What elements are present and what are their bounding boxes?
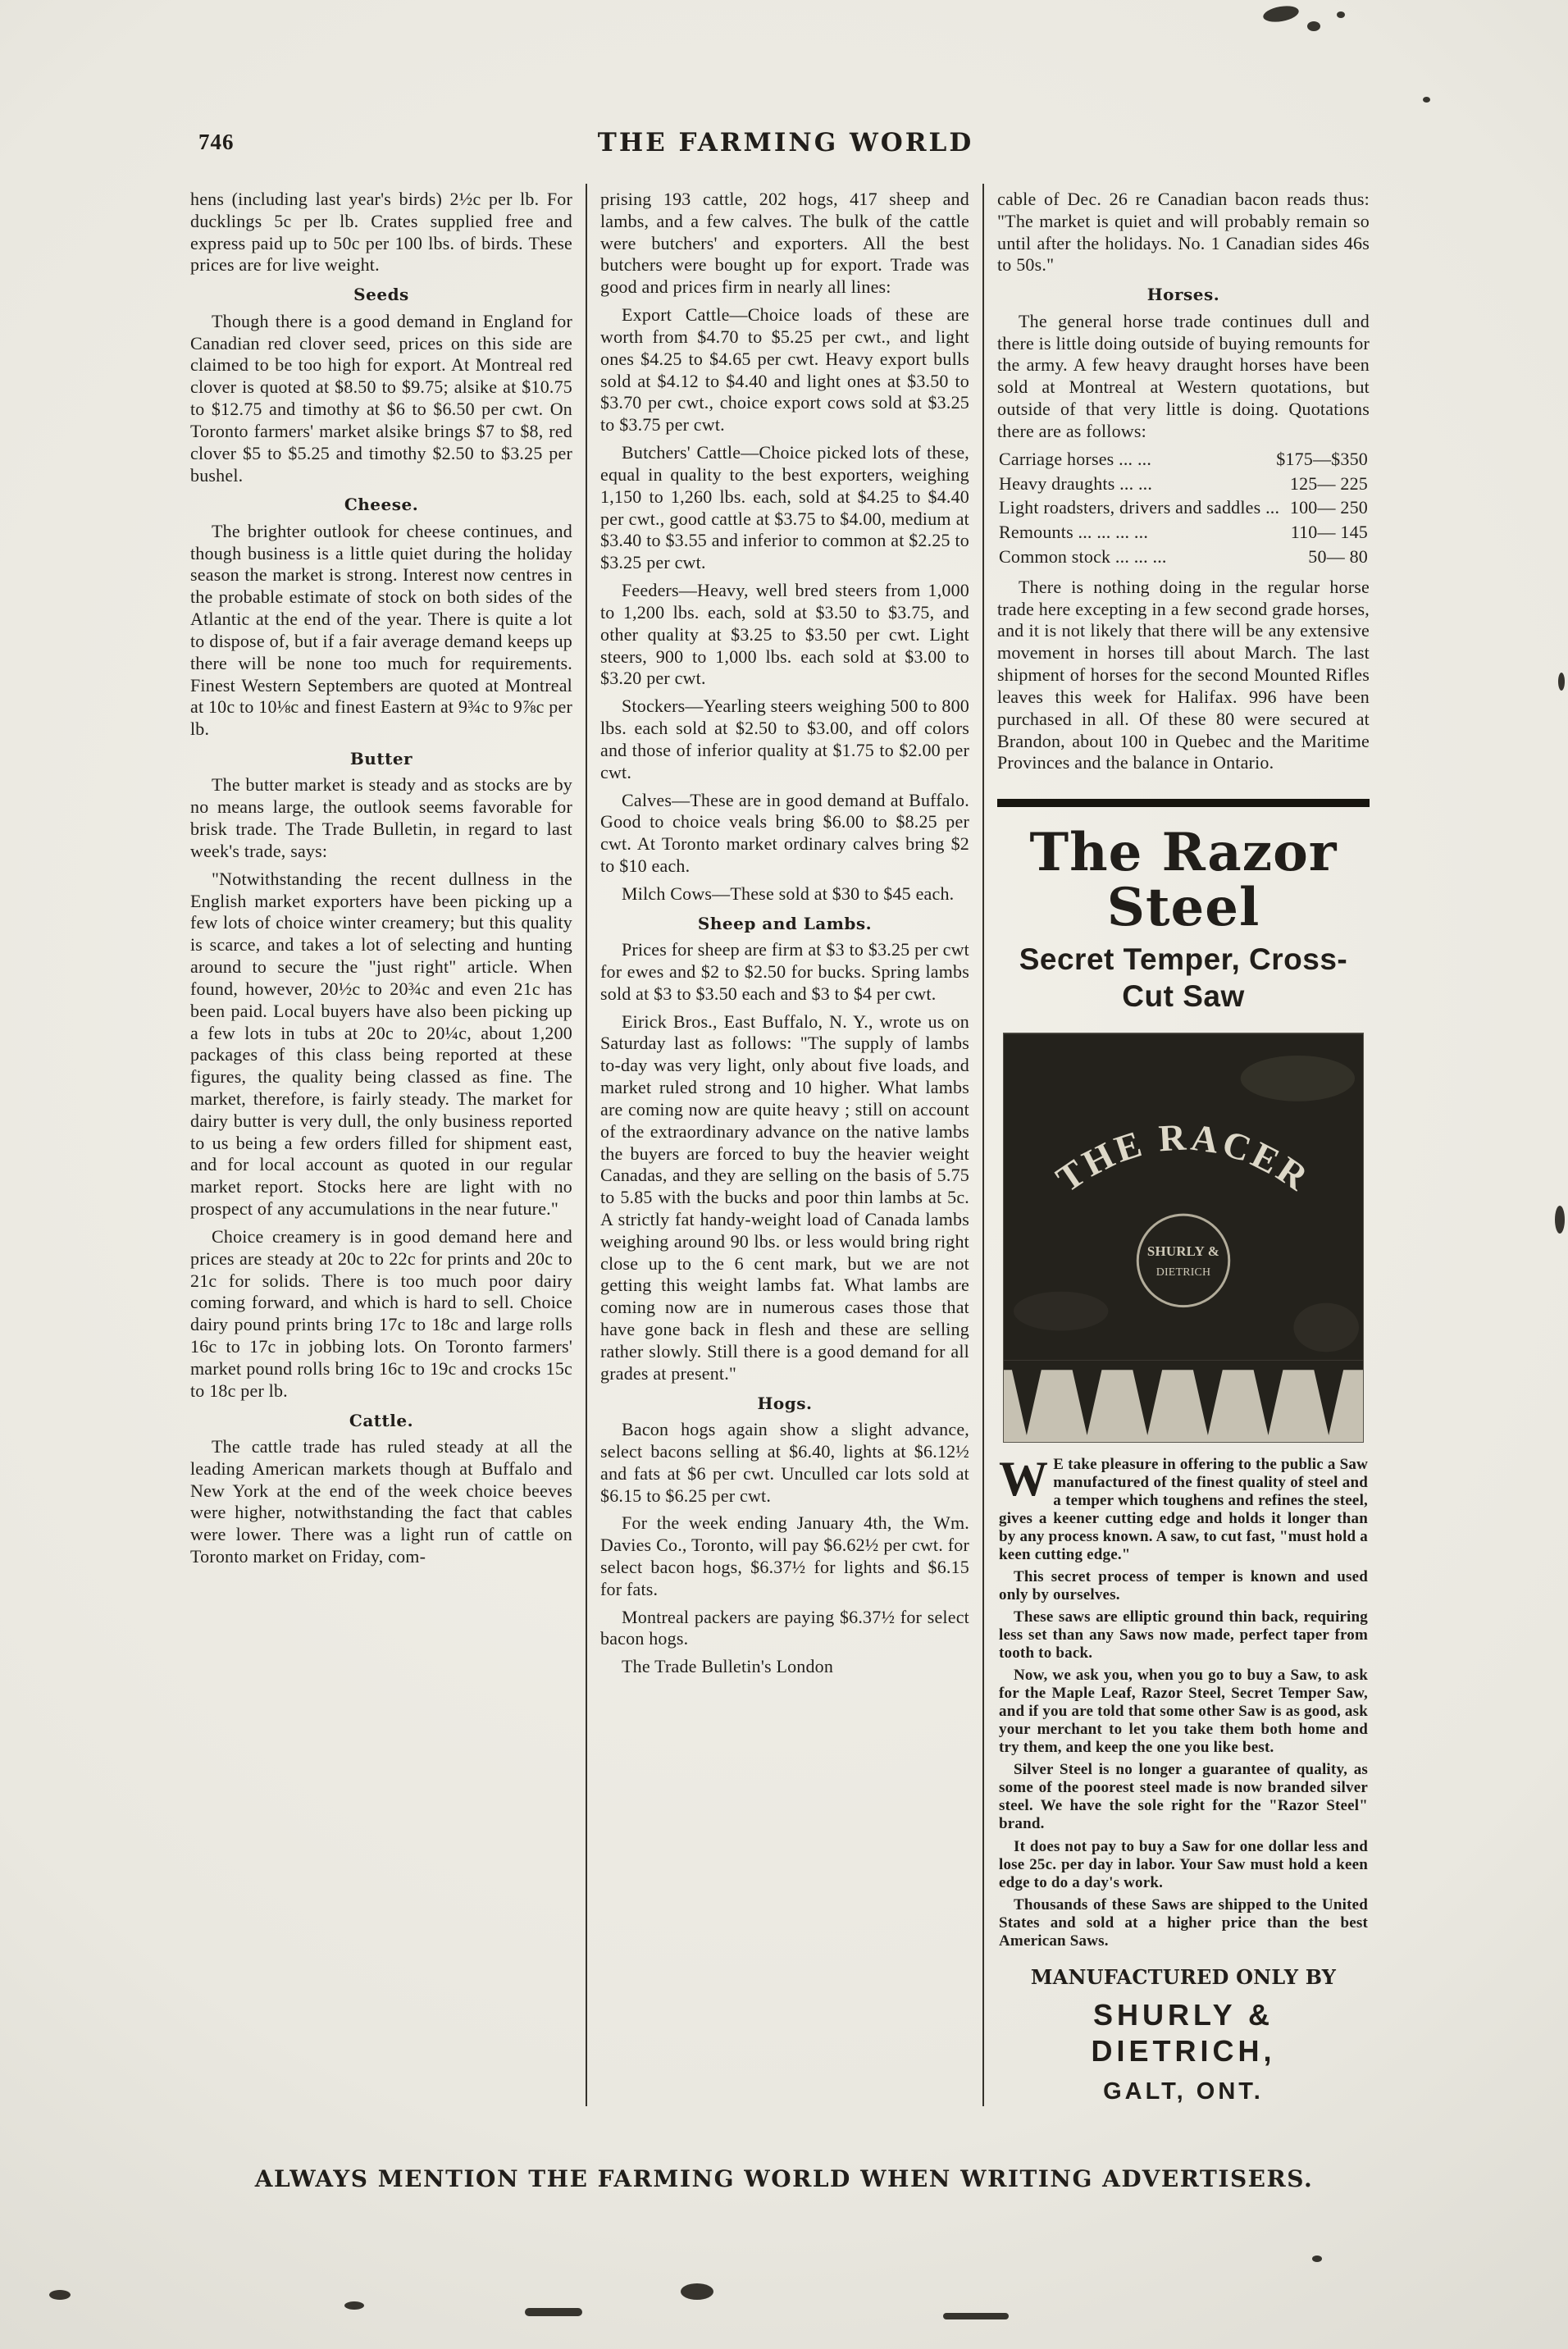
butter-paragraph: The butter market is steady and as stocks are by no means large, the outlook seems favorable for brisk trade. The Trade Bulletin, in regard to last week's trade, says: [190,774,572,861]
page-footer: ALWAYS MENTION THE FARMING WORLD WHEN WRITING ADVERTISERS. [254,2165,1314,2192]
section-heading-cheese: Cheese. [344,495,419,515]
horse-class-label: Light roadsters, drivers and saddles ... [999,497,1280,518]
section-heading-seeds: Seeds [353,285,409,305]
razor-steel-advertisement [997,799,1370,2106]
scan-artifact [943,2313,1009,2319]
ad-company-city: GALT, ONT. [1103,2078,1264,2105]
feeders-paragraph: Feeders—Heavy, well bred steers from 1,000 to 1,200 lbs. each, sold at $3.50 to $3.75, and other quality at $3.25 to $3.50 per cwt. Light steers, 900 to 1,000 lbs. each sold at $3.00 to $3.20 per cwt. [600,580,969,689]
horse-price-value: 100— 250 [1289,497,1368,518]
saw-image-brand-line1: SHURLY & [1146,1243,1220,1259]
ad-paragraph: Silver Steel is no longer a guarantee of quality, as some of the poorest steel made is now branded silver steel. We have the sole right for the "Razor Steel" brand. [999,1761,1368,1833]
saw-image-brand-line2: DIETRICH [1155,1266,1211,1279]
cattle-paragraph: The cattle trade has ruled steady at all the leading American markets though at Buffalo and New York at the end of the week choice beeves were higher, notwithstanding the fact that cables were lower. There was a light run of cattle on Toronto market on Friday, com- [190,1435,572,1567]
table-row [999,497,1368,519]
trade-bulletin-lead-paragraph: The Trade Bulletin's London [622,1656,834,1677]
horse-price-value: $175—$350 [1276,448,1368,469]
milch-cows-paragraph: Milch Cows—These sold at $30 to $45 each. [622,883,955,904]
table-row [999,546,1368,568]
ad-company-name: SHURLY & DIETRICH, [1091,1997,1276,2068]
horse-price-value: 125— 225 [1289,472,1368,494]
sheep-prices-paragraph: Prices for sheep are firm at $3 to $3.25 per cwt for ewes and $2 to $2.50 for bucks. Spring lambs sold at $3 to $3.50 each and $3 to $4 per cwt. [600,939,969,1004]
ad-subheadline: Secret Temper, Cross-Cut Saw [1019,942,1348,1013]
montreal-packers-paragraph: Montreal packers are paying $6.37½ for select bacon hogs. [600,1606,969,1649]
butter-creamery-paragraph: Choice creamery is in good demand here and prices are steady at 20c to 22c for prints and 20c to 21c for solids. There is too much poor dairy coming forward, and which is hard to sell. Choice dairy pound prints bring 17c to 18c and large rolls 16c to 17c in jobbing lots. On Toronto farmers' market pound rolls bring 16c to 19c and crocks 15c to 18c per lb. [190,1225,572,1401]
butchers-cattle-paragraph: Butchers' Cattle—Choice picked lots of these, equal in quality to the best exporters, weighing 1,150 to 1,260 lbs. each, sold at $4.25 to $4.40 per cwt., good cattle at $3.75 to $4.00, medium at $3.40 to $3.55 and inferior to common at $2.25 to $3.25 per cwt. [600,442,969,573]
horse-price-value: 50— 80 [1308,545,1368,567]
scan-artifact [1262,3,1300,24]
horse-price-table [997,449,1370,568]
section-heading-hogs: Hogs. [757,1393,813,1413]
ad-paragraph: This secret process of temper is known and used only by ourselves. [999,1568,1368,1604]
cheese-paragraph: The brighter outlook for cheese continues, and though business is a little quiet during the holiday season the market is strong. Interest now centres in the probable estimate of stock on both sides of the Atlantic at the end of the year. There is quite a lot to dispose of, but if a fair average demand keeps up there will be none too much for requirements. Finest Western Septembers are quoted at Montreal at 10c to 10⅛c and finest Eastern at 9¾c to 9⅞c per lb. [190,520,572,740]
scan-artifact [1558,673,1565,691]
stockers-paragraph: Stockers—Yearling steers weighing 500 to 800 lbs. each sold at $2.50 to $3.00, and off colors and those of inferior quality at $1.75 to $2.00 per cwt. [600,696,969,782]
table-row [999,449,1368,471]
page-number: 746 [198,130,235,154]
saw-image-title: THE RACER [1048,1115,1319,1200]
calves-paragraph: Calves—These are in good demand at Buffalo. Good to choice veals bring $6.00 to $8.25 per cwt. At Toronto market ordinary calves bring $2 to $10 each. [600,789,969,877]
ad-paragraph: Now, we ask you, when you go to buy a Saw, to ask for the Maple Leaf, Razor Steel, Secret Temper Saw, and if you are told that some other Saw is as good, ask your merchant to let you take them both home and try them, and keep the one you like best. [999,1667,1368,1757]
horse-class-label: Heavy draughts ... ... [999,472,1153,494]
table-row [999,522,1368,544]
horse-class-label: Remounts ... ... ... ... [999,522,1149,543]
section-heading-sheep-lambs: Sheep and Lambs. [697,913,873,933]
scan-artifact [49,2290,71,2300]
ad-paragraph: Thousands of these Saws are shipped to the United States and sold at a higher price than the best American Saws. [999,1895,1368,1950]
ad-manufactured-by: MANUFACTURED ONLY BY [1030,1964,1337,1989]
horse-price-value: 110— 145 [1290,522,1368,543]
horse-trade-outlook-paragraph: There is nothing doing in the regular horse trade here excepting in a few second grade horses, and it is not likely that there will be any extensive movement in horses till about March. The last shipment of horses for the second Mounted Rifles leaves this week for Halifax. 996 have been purchased in all. Of these 80 were secured at Brandon, about 100 in Quebec and the Maritime Provinces and the balance in Ontario. [997,576,1370,773]
scan-artifact [525,2308,582,2316]
scan-artifact [1423,97,1430,103]
column-1 [187,184,586,2106]
page-header [187,123,1384,176]
columns [187,184,1384,2106]
horse-trade-paragraph: The general horse trade continues dull and there is little doing outside of buying remounts for the army. A few heavy draught horses have been sold at Montreal at Western quotations, but outside of that very little is doing. Quotations there are as follows: [997,310,1370,441]
column-2 [586,184,984,2106]
scan-artifact [1307,21,1320,31]
ad-headline: The Razor Steel [1029,822,1338,939]
section-heading-horses: Horses. [1146,285,1220,305]
davies-co-paragraph: For the week ending January 4th, the Wm. Davies Co., Toronto, will pay $6.62½ per cwt. for select bacon hogs, $6.37½ for lights and $6.15 for fats. [600,1512,969,1599]
page-content [187,123,1384,2106]
saw-photo [1003,1033,1364,1443]
ad-paragraph: It does not pay to buy a Saw for one dollar less and lose 25c. per day in labor. Your Saw must hold a keen edge to do a day's work. [999,1837,1368,1891]
cattle-continuation-paragraph: prising 193 cattle, 202 hogs, 417 sheep and lambs, and a few calves. The bulk of the cattle were butchers' and exporters. All the best butchers were bought up for export. Trade was good and prices firm in nearly all lines: [600,189,969,298]
scan-artifact [1555,1206,1565,1234]
butter-quote-paragraph: "Notwithstanding the recent dullness in the English market exporters have been picking up a few lots of choice winter creamery; but this quality is scarce, and takes a lot of selecting and hunting around to secure the "just right" article. When found, however, 20½c to 20¾c and even 21c has been paid. Local buyers have also been picking up a few lots in tubs at 20c to 20¼c, about 1,200 packages of this class being reported at these figures, the quality being classed as fine. The market, therefore, is fairly steady. The market for dairy butter is very dull, the only business reported to us being a few orders filled for shipment east, and for local account as quoted in our regular market report. Stocks here are light with no prospect of any accumulations in the near future." [190,868,572,1220]
seeds-paragraph: Though there is a good demand in England for Canadian red clover seed, prices on this side are claimed to be too high for export. At Montreal red clover is quoted at $8.50 to $9.75; alsike at $10.75 to $12.75 and timothy at $6 to $6.50 per cwt. On Toronto farmers' market alsike brings $7 to $8, red clover $5 to $5.25 and timothy $2.50 to $3.25 per bushel. [190,310,572,486]
masthead: THE FARMING WORLD [597,128,974,157]
scan-artifact [681,2283,713,2300]
export-cattle-paragraph: Export Cattle—Choice loads of these are worth from $4.70 to $5.25 per cwt., and light ones $4.25 to $4.65 per cwt. Heavy export bulls sold at $4.12 to $4.40 and light ones at $3.50 to $3.70 per cwt., choice export cows sold at $3.25 to $3.75 per cwt. [600,304,969,436]
scan-artifact [1337,11,1345,18]
london-cable-paragraph: cable of Dec. 26 re Canadian bacon reads thus: "The market is quiet and will probably remain so until after the holidays. No. 1 Canadian sides 46s to 50s." [997,189,1370,276]
bacon-hogs-paragraph: Bacon hogs again show a slight advance, select bacons selling at $6.40, lights at $6.12½ and fats at $6 per cwt. Unculled car lots sold at $6.15 to $6.25 per cwt. [600,1419,969,1506]
column-3 [984,184,1383,2106]
poultry-continuation-paragraph: hens (including last year's birds) 2½c per lb. For ducklings 5c per lb. Crates supplied free and express paid up to 50c per 100 lbs. of birds. These prices are for live weight. [190,189,572,276]
section-heading-cattle: Cattle. [349,1410,414,1430]
scan-artifact [344,2301,364,2310]
horse-class-label: Carriage horses ... ... [999,448,1152,469]
section-heading-butter: Butter [349,749,413,769]
eirick-bros-paragraph: Eirick Bros., East Buffalo, N. Y., wrote us on Saturday last as follows: "The supply of lambs to-day was very light, only about five loads, and market ruled strong and 10 higher. What lambs are coming now are quite heavy ; still on account of the extraordinary advance on the native lambs the buyers are forced to buy the heavier weight Canadas, and they are selling on the basis of 5.75 to 5.85 with the bucks and poor thin lambs at 5c. A strictly fat handy-weight load of Canada lambs weighing around 90 lbs. or less would bring right close up to the 6 cent mark, but we are not getting this weight lambs fat. What lambs are coming now are in numerous cases those that have gone back in flesh and these are selling rather slowly. Still there is a good demand for all grades at present." [600,1010,969,1384]
horse-class-label: Common stock ... ... ... [999,545,1167,567]
ad-paragraph: WE take pleasure in offering to the public a Saw manufactured of the finest quality of steel and a temper which toughens and refines the steel, gives a keener cutting edge and holds it longer than by any process known. A saw, to cut fast, "must hold a keen cutting edge." [999,1451,1368,1564]
table-row [999,473,1368,495]
ad-body [999,1451,1368,1950]
ad-paragraph: These saws are elliptic ground thin back, requiring less set than any Saws now made, perfect taper from tooth to back. [999,1608,1368,1663]
scan-artifact [1312,2255,1322,2262]
